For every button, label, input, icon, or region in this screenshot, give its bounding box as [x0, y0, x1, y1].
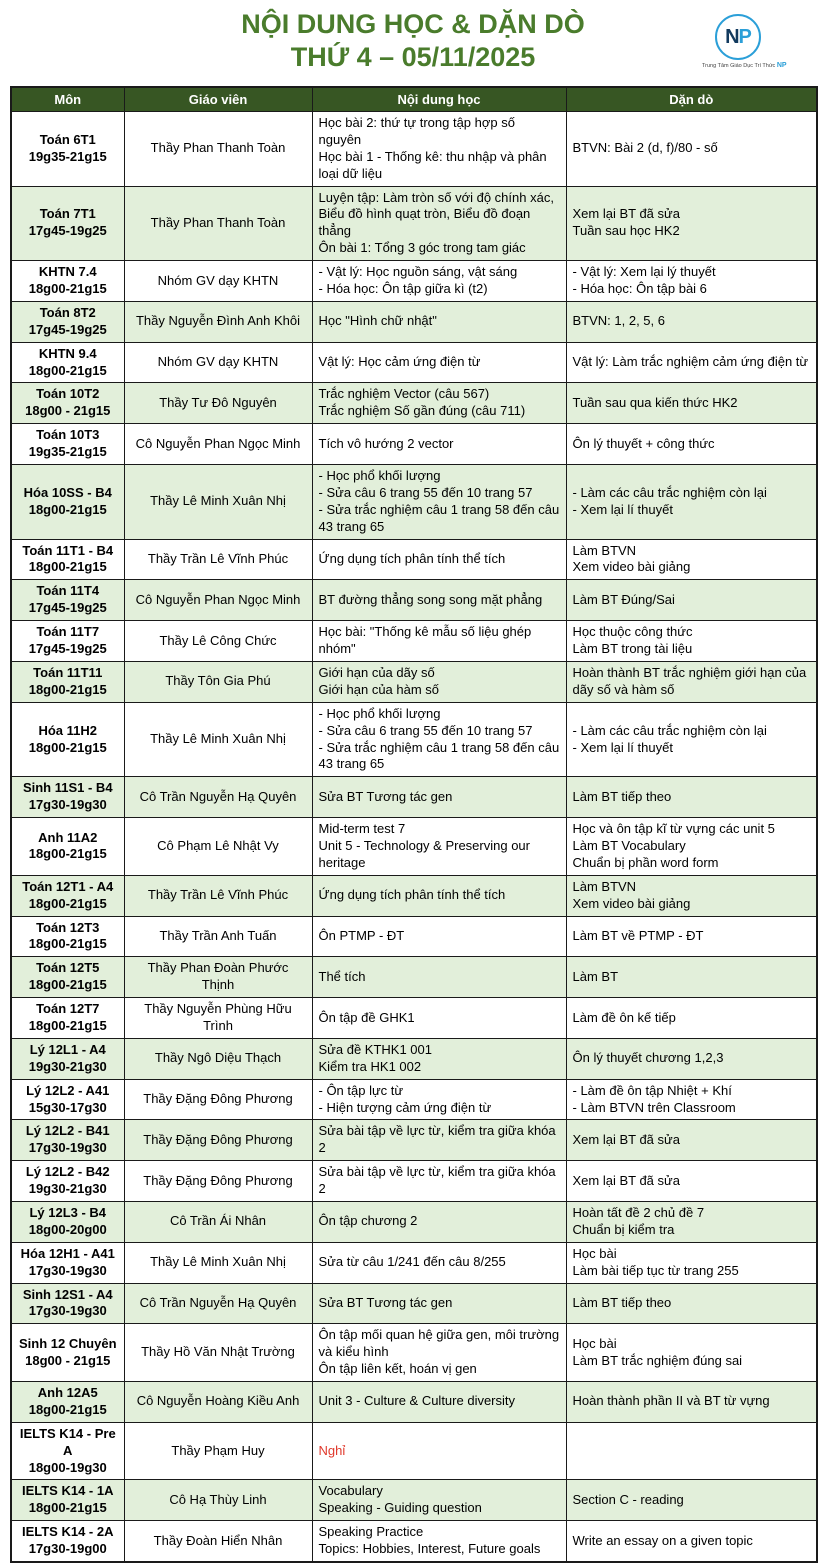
- teacher-cell: Thầy Đặng Đông Phương: [124, 1120, 312, 1161]
- subject-time: 18g00 - 21g15: [25, 403, 111, 419]
- subject-name: Lý 12L3 - B4: [29, 1204, 107, 1220]
- reminder-cell: Làm BTVN Xem video bài giảng: [566, 539, 817, 580]
- teacher-cell: Thầy Phạm Huy: [124, 1422, 312, 1480]
- teacher-cell: Cô Trần Nguyễn Hạ Quyên: [124, 1283, 312, 1324]
- subject-cell: [11, 539, 124, 580]
- teacher-cell: Thầy Ngô Diệu Thạch: [124, 1038, 312, 1079]
- reminder-cell: BTVN: Bài 2 (d, f)/80 - số: [566, 112, 817, 187]
- subject-cell: [11, 383, 124, 424]
- teacher-cell: Thầy Đoàn Hiển Nhân: [124, 1521, 312, 1562]
- subject-time: 18g00-21g15: [28, 936, 107, 952]
- teacher-cell: Nhóm GV dạy KHTN: [124, 342, 312, 383]
- content-cell: Giới hạn của dãy số Giới hạn của hàm số: [312, 661, 566, 702]
- subject-time: 17g30-19g30: [28, 1262, 107, 1278]
- subject-time: 17g30-19g30: [28, 797, 107, 813]
- reminder-cell: Hoàn thành phần II và BT từ vựng: [566, 1382, 817, 1423]
- table-row: [11, 424, 817, 465]
- subject-time: 18g00-20g00: [28, 1221, 107, 1237]
- reminder-cell: Học bài Làm bài tiếp tục từ trang 255: [566, 1242, 817, 1283]
- subject-time: 18g00-21g15: [28, 281, 107, 297]
- subject-name: Toán 7T1: [39, 206, 96, 222]
- content-cell: Mid-term test 7 Unit 5 - Technology & Preserving our heritage: [312, 818, 566, 876]
- reminder-cell: - Vật lý: Xem lại lý thuyết - Hóa học: Ôn tập bài 6: [566, 261, 817, 302]
- subject-time: 19g35-21g15: [28, 444, 107, 460]
- logo-caption-text: Trung Tâm Giáo Dục Trí Thức: [702, 63, 777, 69]
- subject-name: Hóa 11H2: [38, 722, 98, 738]
- subject-time: 18g00-21g15: [28, 362, 107, 378]
- teacher-cell: Cô Hạ Thùy Linh: [124, 1480, 312, 1521]
- np-logo: [702, 14, 787, 69]
- teacher-cell: Thầy Đặng Đông Phương: [124, 1161, 312, 1202]
- content-cell: Ôn tập đề GHK1: [312, 998, 566, 1039]
- table-row: [11, 465, 817, 540]
- logo-caption: [702, 62, 787, 69]
- reminder-cell: Làm BT Đúng/Sai: [566, 580, 817, 621]
- content-cell: Vật lý: Học cảm ứng điện từ: [312, 342, 566, 383]
- col-header-teacher: Giáo viên: [124, 87, 312, 112]
- content-cell: Ứng dụng tích phân tính thể tích: [312, 539, 566, 580]
- subject-name: Hóa 10SS - B4: [23, 484, 112, 500]
- subject-time: 17g30-19g30: [28, 1303, 107, 1319]
- subject-time: 17g45-19g25: [28, 600, 107, 616]
- reminder-cell: Làm BT tiếp theo: [566, 777, 817, 818]
- table-row: [11, 383, 817, 424]
- table-row: [11, 1120, 817, 1161]
- teacher-cell: Cô Nguyễn Phan Ngọc Minh: [124, 580, 312, 621]
- table-row: [11, 1283, 817, 1324]
- table-row: [11, 301, 817, 342]
- subject-name: Toán 12T5: [36, 960, 100, 976]
- subject-cell: [11, 261, 124, 302]
- subject-cell: [11, 621, 124, 662]
- content-cell: Học bài: "Thống kê mẫu số liệu ghép nhóm": [312, 621, 566, 662]
- table-row: [11, 1038, 817, 1079]
- content-cell: Học "Hình chữ nhật": [312, 301, 566, 342]
- reminder-cell: Làm BT: [566, 957, 817, 998]
- reminder-cell: Ôn lý thuyết + công thức: [566, 424, 817, 465]
- teacher-cell: Thầy Tôn Gia Phú: [124, 661, 312, 702]
- subject-time: 17g45-19g25: [28, 223, 107, 239]
- reminder-cell: Tuần sau qua kiến thức HK2: [566, 383, 817, 424]
- teacher-cell: Thầy Lê Minh Xuân Nhị: [124, 1242, 312, 1283]
- subject-name: Anh 11A2: [38, 829, 98, 845]
- table-row: [11, 916, 817, 957]
- table-row: [11, 186, 817, 261]
- subject-cell: [11, 1161, 124, 1202]
- subject-name: Lý 12L1 - A4: [29, 1041, 106, 1057]
- teacher-cell: Thầy Hồ Văn Nhật Trường: [124, 1324, 312, 1382]
- content-cell: Học bài 2: thứ tự trong tập hợp số nguyên Học bài 1 - Thống kê: thu nhập và phân loại dữ liệu: [312, 112, 566, 187]
- content-cell: - Học phổ khối lượng - Sửa câu 6 trang 55 đến 10 trang 57 - Sửa trắc nghiệm câu 1 trang 58 đến câu 43 trang 65: [312, 702, 566, 777]
- table-row: [11, 621, 817, 662]
- subject-cell: [11, 342, 124, 383]
- reminder-cell: Học bài Làm BT trắc nghiệm đúng sai: [566, 1324, 817, 1382]
- subject-cell: [11, 1242, 124, 1283]
- subject-time: 19g30-21g30: [28, 1181, 107, 1197]
- teacher-cell: Thầy Tư Đô Nguyên: [124, 383, 312, 424]
- subject-cell: [11, 1283, 124, 1324]
- subject-time: 18g00-21g15: [28, 977, 107, 993]
- subject-time: 17g30-19g00: [28, 1541, 107, 1557]
- content-cell: - Học phổ khối lượng - Sửa câu 6 trang 55 đến 10 trang 57 - Sửa trắc nghiệm câu 1 trang 58 đến câu 43 trang 65: [312, 465, 566, 540]
- content-cell: Nghỉ: [312, 1422, 566, 1480]
- subject-time: 18g00-21g15: [28, 1401, 107, 1417]
- subject-cell: [11, 1201, 124, 1242]
- table-row: [11, 661, 817, 702]
- subject-time: 18g00-21g15: [28, 559, 107, 575]
- table-row: [11, 112, 817, 187]
- subject-name: Toán 10T2: [36, 386, 100, 402]
- teacher-cell: Thầy Lê Công Chức: [124, 621, 312, 662]
- table-row: [11, 261, 817, 302]
- table-row: [11, 580, 817, 621]
- subject-name: KHTN 9.4: [38, 345, 97, 361]
- table-row: [11, 539, 817, 580]
- content-cell: Speaking Practice Topics: Hobbies, Interest, Future goals: [312, 1521, 566, 1562]
- content-cell: BT đường thẳng song song mặt phẳng: [312, 580, 566, 621]
- table-row: [11, 1324, 817, 1382]
- logo-letter-n: N: [725, 25, 739, 48]
- subject-name: Toán 12T7: [36, 1001, 100, 1017]
- table-row: [11, 1242, 817, 1283]
- reminder-cell: Hoàn tất đề 2 chủ đề 7 Chuẩn bị kiểm tra: [566, 1201, 817, 1242]
- subject-time: 15g30-17g30: [28, 1099, 107, 1115]
- table-row: [11, 1521, 817, 1562]
- subject-cell: [11, 1382, 124, 1423]
- content-cell: Sửa đề KTHK1 001 Kiểm tra HK1 002: [312, 1038, 566, 1079]
- subject-time: 17g45-19g25: [28, 321, 107, 337]
- subject-time: 19g35-21g15: [28, 148, 107, 164]
- subject-name: Toán 12T3: [36, 919, 100, 935]
- subject-time: 18g00-19g30: [28, 1459, 107, 1475]
- header-row: [11, 87, 817, 112]
- teacher-cell: Cô Trần Ái Nhân: [124, 1201, 312, 1242]
- content-cell: Trắc nghiệm Vector (câu 567) Trắc nghiệm Số gần đúng (câu 711): [312, 383, 566, 424]
- content-cell: Sửa BT Tương tác gen: [312, 1283, 566, 1324]
- teacher-cell: Thầy Phan Thanh Toàn: [124, 186, 312, 261]
- teacher-cell: Thầy Trần Lê Vĩnh Phúc: [124, 875, 312, 916]
- content-cell: Ôn tập mối quan hệ giữa gen, môi trường và kiểu hình Ôn tập liên kết, hoán vị gen: [312, 1324, 566, 1382]
- subject-time: 18g00-21g15: [28, 846, 107, 862]
- subject-time: 18g00-21g15: [28, 739, 107, 755]
- teacher-cell: Thầy Nguyễn Đình Anh Khôi: [124, 301, 312, 342]
- table-row: [11, 777, 817, 818]
- teacher-cell: Thầy Đặng Đông Phương: [124, 1079, 312, 1120]
- reminder-cell: BTVN: 1, 2, 5, 6: [566, 301, 817, 342]
- subject-cell: [11, 1038, 124, 1079]
- reminder-cell: Ôn lý thuyết chương 1,2,3: [566, 1038, 817, 1079]
- col-header-reminder: Dặn dò: [566, 87, 817, 112]
- subject-cell: [11, 957, 124, 998]
- subject-name: IELTS K14 - Pre A: [19, 1425, 116, 1458]
- reminder-cell: Xem lại BT đã sửa Tuần sau học HK2: [566, 186, 817, 261]
- subject-name: Hóa 12H1 - A41: [20, 1245, 115, 1261]
- reminder-cell: Vật lý: Làm trắc nghiệm cảm ứng điện từ: [566, 342, 817, 383]
- subject-time: 18g00-21g15: [28, 895, 107, 911]
- table-row: [11, 702, 817, 777]
- reminder-cell: Làm đề ôn kế tiếp: [566, 998, 817, 1039]
- subject-time: 18g00 - 21g15: [25, 1352, 111, 1368]
- teacher-cell: Thầy Trần Anh Tuấn: [124, 916, 312, 957]
- table-row: [11, 818, 817, 876]
- reminder-cell: Hoàn thành BT trắc nghiệm giới hạn của dãy số và hàm số: [566, 661, 817, 702]
- teacher-cell: Thầy Lê Minh Xuân Nhị: [124, 702, 312, 777]
- table-row: [11, 1201, 817, 1242]
- subject-name: Toán 12T1 - A4: [22, 878, 114, 894]
- subject-cell: [11, 702, 124, 777]
- title-line-2: THỨ 4 – 05/11/2025: [290, 41, 536, 72]
- subject-name: Toán 6T1: [39, 131, 96, 147]
- reminder-cell: Làm BT về PTMP - ĐT: [566, 916, 817, 957]
- subject-name: Toán 11T11: [33, 664, 103, 680]
- subject-time: 17g45-19g25: [28, 641, 107, 657]
- subject-name: Toán 8T2: [39, 304, 96, 320]
- reminder-cell: Write an essay on a given topic: [566, 1521, 817, 1562]
- teacher-cell: Cô Nguyễn Phan Ngọc Minh: [124, 424, 312, 465]
- subject-name: KHTN 7.4: [38, 264, 97, 280]
- reminder-cell: Xem lại BT đã sửa: [566, 1161, 817, 1202]
- content-cell: Vocabulary Speaking - Guiding question: [312, 1480, 566, 1521]
- reminder-cell: Section C - reading: [566, 1480, 817, 1521]
- reminder-cell: - Làm các câu trắc nghiệm còn lại - Xem lại lí thuyết: [566, 702, 817, 777]
- subject-time: 18g00-21g15: [28, 501, 107, 517]
- table-row: [11, 875, 817, 916]
- content-cell: Tích vô hướng 2 vector: [312, 424, 566, 465]
- page-header: [0, 0, 826, 86]
- subject-time: 18g00-21g15: [28, 1500, 107, 1516]
- content-cell: Sửa BT Tương tác gen: [312, 777, 566, 818]
- subject-cell: [11, 301, 124, 342]
- logo-caption-brand: NP: [776, 62, 787, 69]
- subject-cell: [11, 112, 124, 187]
- subject-cell: [11, 1324, 124, 1382]
- subject-name: IELTS K14 - 2A: [21, 1524, 114, 1540]
- table-row: [11, 957, 817, 998]
- subject-name: Lý 12L2 - B41: [25, 1123, 110, 1139]
- content-cell: - Vật lý: Học nguồn sáng, vật sáng - Hóa học: Ôn tập giữa kì (t2): [312, 261, 566, 302]
- subject-name: Lý 12L2 - A41: [26, 1082, 110, 1098]
- content-cell: Ôn tập chương 2: [312, 1201, 566, 1242]
- table-row: [11, 1382, 817, 1423]
- table-row: [11, 1422, 817, 1480]
- table-row: [11, 998, 817, 1039]
- subject-time: 18g00-21g15: [28, 1017, 107, 1033]
- teacher-cell: Thầy Trần Lê Vĩnh Phúc: [124, 539, 312, 580]
- content-cell: Unit 3 - Culture & Culture diversity: [312, 1382, 566, 1423]
- title-line-1: NỘI DUNG HỌC & DẶN DÒ: [241, 9, 585, 39]
- reminder-cell: - Làm các câu trắc nghiệm còn lại - Xem lại lí thuyết: [566, 465, 817, 540]
- content-cell: - Ôn tập lực từ - Hiện tượng cảm ứng điện từ: [312, 1079, 566, 1120]
- logo-circle-icon: [715, 14, 761, 60]
- teacher-cell: Thầy Phan Thanh Toàn: [124, 112, 312, 187]
- reminder-cell: Làm BT tiếp theo: [566, 1283, 817, 1324]
- subject-cell: [11, 818, 124, 876]
- table-row: [11, 1079, 817, 1120]
- content-cell: Luyện tập: Làm tròn số với độ chính xác, Biểu đồ hình quạt tròn, Biểu đồ đoạn thẳng Ôn bài 1: Tổng 3 góc trong tam giác: [312, 186, 566, 261]
- subject-cell: [11, 661, 124, 702]
- subject-cell: [11, 998, 124, 1039]
- subject-name: Sinh 11S1 - B4: [22, 780, 113, 796]
- teacher-cell: Thầy Lê Minh Xuân Nhị: [124, 465, 312, 540]
- subject-name: Sinh 12S1 - A4: [22, 1286, 113, 1302]
- reminder-cell: Học thuộc công thức Làm BT trong tài liệu: [566, 621, 817, 662]
- subject-cell: [11, 1480, 124, 1521]
- content-cell: Sửa bài tập về lực từ, kiểm tra giữa khóa 2: [312, 1120, 566, 1161]
- subject-cell: [11, 580, 124, 621]
- table-row: [11, 1480, 817, 1521]
- subject-name: Toán 11T4: [36, 583, 100, 599]
- content-cell: Ứng dụng tích phân tính thể tích: [312, 875, 566, 916]
- schedule-table: [10, 86, 818, 1563]
- subject-cell: [11, 465, 124, 540]
- reminder-cell: Làm BTVN Xem video bài giảng: [566, 875, 817, 916]
- reminder-cell: Học và ôn tập kĩ từ vựng các unit 5 Làm BT Vocabulary Chuẩn bị phần word form: [566, 818, 817, 876]
- table-row: [11, 342, 817, 383]
- reminder-cell: - Làm đề ôn tập Nhiệt + Khí - Làm BTVN trên Classroom: [566, 1079, 817, 1120]
- subject-name: Toán 11T7: [36, 624, 100, 640]
- subject-cell: [11, 186, 124, 261]
- logo-letter-p: P: [738, 25, 751, 48]
- teacher-cell: Thầy Nguyễn Phùng Hữu Trình: [124, 998, 312, 1039]
- subject-name: Toán 11T1 - B4: [22, 542, 114, 558]
- schedule-body: [11, 112, 817, 1563]
- teacher-cell: Cô Nguyễn Hoàng Kiều Anh: [124, 1382, 312, 1423]
- teacher-cell: Thầy Phan Đoàn Phước Thịnh: [124, 957, 312, 998]
- subject-time: 19g30-21g30: [28, 1058, 107, 1074]
- subject-name: Anh 12A5: [37, 1385, 98, 1400]
- content-cell: Sửa từ câu 1/241 đến câu 8/255: [312, 1242, 566, 1283]
- subject-cell: [11, 1521, 124, 1562]
- content-cell: Sửa bài tập về lực từ, kiểm tra giữa khóa 2: [312, 1161, 566, 1202]
- subject-cell: [11, 875, 124, 916]
- teacher-cell: Cô Trần Nguyễn Hạ Quyên: [124, 777, 312, 818]
- reminder-cell: [566, 1422, 817, 1480]
- logo-monogram: [725, 26, 751, 49]
- col-header-content: Nội dung học: [312, 87, 566, 112]
- subject-time: 17g30-19g30: [28, 1140, 107, 1156]
- subject-cell: [11, 916, 124, 957]
- subject-name: Lý 12L2 - B42: [25, 1164, 110, 1180]
- subject-name: Toán 10T3: [36, 427, 100, 443]
- content-cell: Thể tích: [312, 957, 566, 998]
- col-header-subject: Môn: [11, 87, 124, 112]
- content-cell: Ôn PTMP - ĐT: [312, 916, 566, 957]
- subject-cell: [11, 1079, 124, 1120]
- teacher-cell: Cô Phạm Lê Nhật Vy: [124, 818, 312, 876]
- table-row: [11, 1161, 817, 1202]
- subject-name: IELTS K14 - 1A: [21, 1483, 114, 1499]
- subject-cell: [11, 424, 124, 465]
- subject-cell: [11, 1422, 124, 1480]
- subject-name: Sinh 12 Chuyên: [18, 1335, 117, 1351]
- subject-time: 18g00-21g15: [28, 681, 107, 697]
- subject-cell: [11, 777, 124, 818]
- reminder-cell: Xem lại BT đã sửa: [566, 1120, 817, 1161]
- subject-cell: [11, 1120, 124, 1161]
- teacher-cell: Nhóm GV dạy KHTN: [124, 261, 312, 302]
